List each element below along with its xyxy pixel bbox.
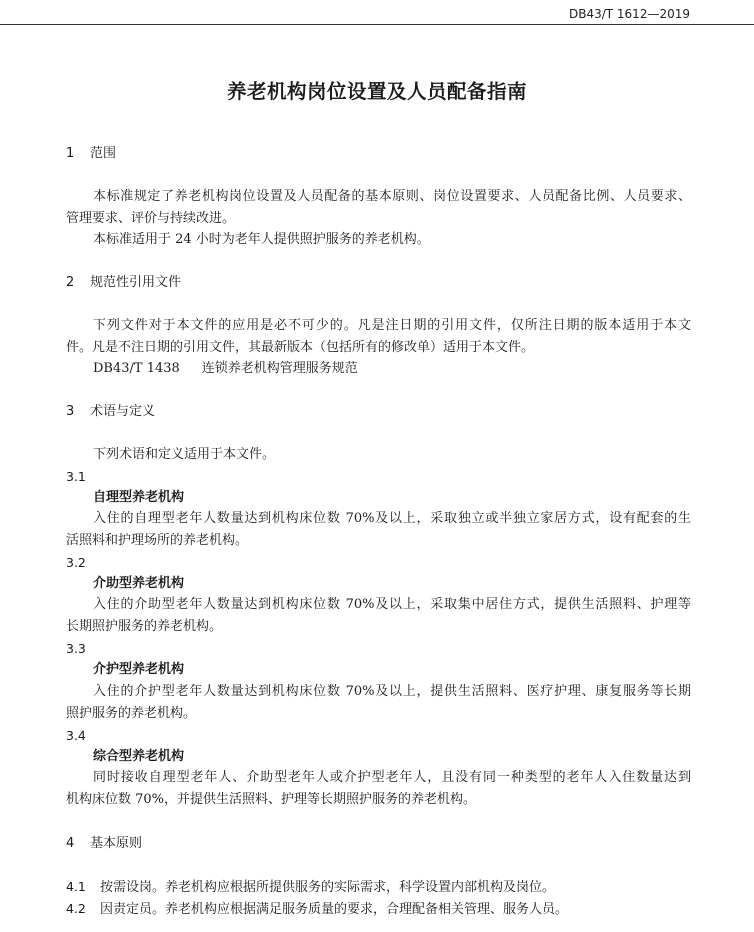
term-3-2-def-line1: 入住的介助型老年人数量达到机构床位数 70%及以上，采取集中居住方式，提供生活照料、护理等	[93, 597, 691, 612]
principle-4-1-number: 4.1	[66, 879, 86, 894]
term-3-4-def-line2: 机构床位数 70%，并提供生活照料、护理等长期照护服务的养老机构。	[66, 792, 477, 807]
section-4-title: 基本原则	[90, 836, 143, 851]
term-3-3-title: 介护型养老机构	[93, 662, 185, 677]
reference-title: 连锁养老机构管理服务规范	[201, 361, 358, 376]
principle-4-2-number: 4.2	[66, 901, 86, 916]
term-3-1-number: 3.1	[66, 469, 86, 484]
section-2-number: 2	[66, 275, 75, 290]
s1-para1-line2: 管理要求、评价与持续改进。	[66, 211, 236, 226]
s2-para1-line2: 件。凡是不注日期的引用文件，其最新版本（包括所有的修改单）适用于本文件。	[66, 340, 535, 355]
principle-4-2-text: 因责定员。养老机构应根据满足服务质量的要求，合理配备相关管理、服务人员。	[100, 902, 569, 917]
s3-intro: 下列术语和定义适用于本文件。	[93, 447, 276, 462]
term-3-4-number: 3.4	[66, 728, 86, 743]
term-3-1-title: 自理型养老机构	[93, 490, 185, 505]
principle-4-1-text: 按需设岗。养老机构应根据所提供服务的实际需求，科学设置内部机构及岗位。	[100, 880, 556, 895]
s1-para2: 本标准适用于 24 小时为老年人提供照护服务的养老机构。	[93, 232, 430, 247]
section-1-number: 1	[66, 146, 75, 161]
normative-reference	[93, 361, 358, 377]
term-3-4-def-line1: 同时接收自理型老年人、介助型老年人或介护型老年人，且没有同一种类型的老年人入住数量达到	[93, 770, 691, 785]
section-3-heading	[66, 404, 155, 420]
section-4-number: 4	[66, 836, 75, 851]
principle-4-1	[66, 879, 555, 896]
section-2-title: 规范性引用文件	[90, 275, 182, 290]
s1-para1-line1: 本标准规定了养老机构岗位设置及人员配备的基本原则、岗位设置要求、人员配备比例、人员要求、	[93, 189, 691, 204]
principle-4-2	[66, 901, 568, 918]
reference-code: DB43/T 1438	[93, 361, 180, 376]
term-3-3-number: 3.3	[66, 641, 86, 656]
header-rule	[0, 24, 754, 25]
s2-para1-line1: 下列文件对于本文件的应用是必不可少的。凡是注日期的引用文件，仅所注日期的版本适用于本文	[93, 318, 691, 333]
term-3-1-def-line1: 入住的自理型老年人数量达到机构床位数 70%及以上，采取独立或半独立家居方式，设有配套的生	[93, 511, 691, 526]
doc-code: DB43/T 1612—2019	[568, 7, 690, 21]
section-1-title: 范围	[90, 146, 117, 161]
term-3-2-def-line2: 长期照护服务的养老机构。	[66, 619, 223, 634]
term-3-4-title: 综合型养老机构	[93, 749, 185, 764]
term-3-3-def-line1: 入住的介护型老年人数量达到机构床位数 70%及以上，提供生活照料、医疗护理、康复服务等长期	[93, 684, 691, 699]
section-3-number: 3	[66, 404, 75, 419]
section-4-heading	[66, 836, 142, 852]
section-1-heading	[66, 146, 116, 162]
term-3-2-number: 3.2	[66, 555, 86, 570]
document-title: 养老机构岗位设置及人员配备指南	[226, 80, 527, 103]
section-3-title: 术语与定义	[90, 404, 156, 419]
term-3-1-def-line2: 活照料和护理场所的养老机构。	[66, 533, 249, 548]
section-2-heading	[66, 275, 181, 291]
term-3-3-def-line2: 照护服务的养老机构。	[66, 706, 197, 721]
term-3-2-title: 介助型养老机构	[93, 576, 185, 591]
